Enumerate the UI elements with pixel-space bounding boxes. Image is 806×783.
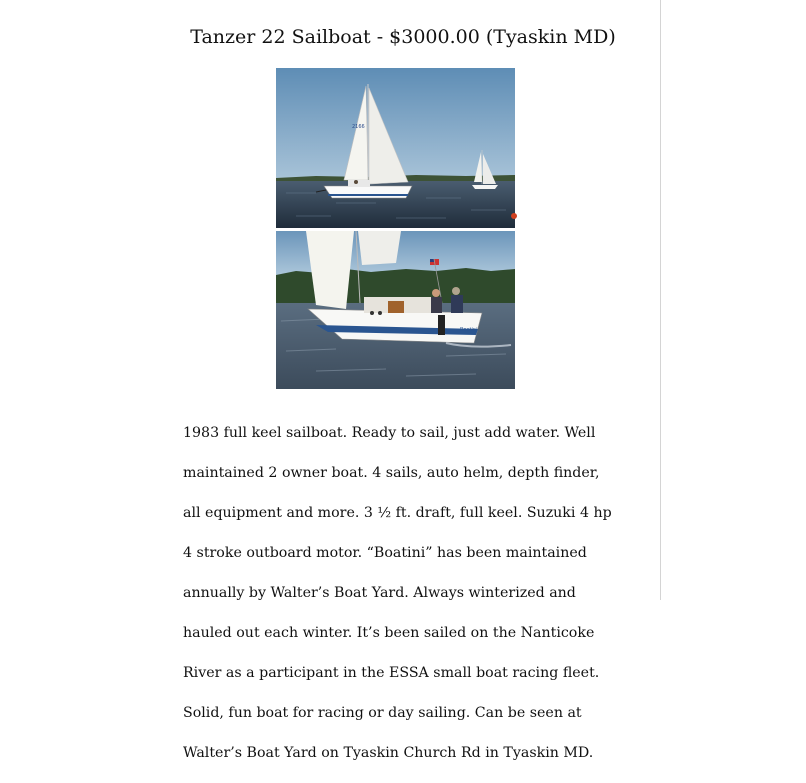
sailboat-photo-1 xyxy=(276,68,515,228)
sailboat-photo-2 xyxy=(276,231,515,389)
sailboat-photo-1-image xyxy=(276,68,515,228)
hull-name-label: Boatini xyxy=(460,327,478,333)
listing-title: Tanzer 22 Sailboat - $3000.00 (Tyaskin MD) xyxy=(190,26,616,48)
description-line: 4 stroke outboard motor. “Boatini” has been maintained xyxy=(183,545,587,561)
sailboat-photo-2-image xyxy=(276,231,515,389)
description-line: all equipment and more. 3 ½ ft. draft, full keel. Suzuki 4 hp xyxy=(183,505,612,521)
sail-number-label: 2166 xyxy=(352,124,365,130)
description-line: River as a participant in the ESSA small boat racing fleet. xyxy=(183,665,600,681)
description-line: Solid, fun boat for racing or day sailing. Can be seen at xyxy=(183,705,582,721)
description-line: hauled out each winter. It’s been sailed on the Nanticoke xyxy=(183,625,595,641)
description-line: annually by Walter’s Boat Yard. Always winterized and xyxy=(183,585,576,601)
description-line: 1983 full keel sailboat. Ready to sail, just add water. Well xyxy=(183,425,596,441)
description-line: Walter’s Boat Yard on Tyaskin Church Rd in Tyaskin MD. xyxy=(183,745,594,761)
page-edge-divider xyxy=(660,0,661,600)
listing-description xyxy=(183,403,633,783)
description-line: maintained 2 owner boat. 4 sails, auto helm, depth finder, xyxy=(183,465,600,481)
